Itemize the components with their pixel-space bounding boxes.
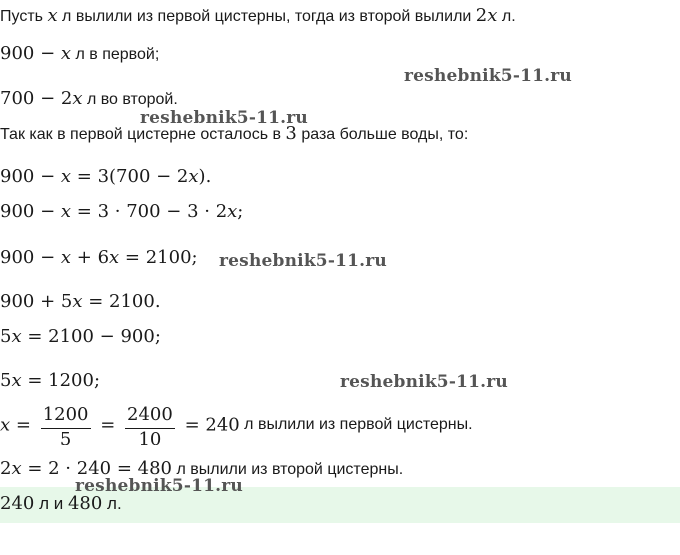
answer-text: 240 л и 480 л. bbox=[0, 493, 122, 514]
intro-line: Пусть x л вылили из первой цистерны, тогда из второй вылили 2x л. bbox=[0, 5, 516, 26]
watermark: reshebnik5-11.ru bbox=[75, 476, 243, 496]
fraction-2400-10: $\frac{2400}{10}$ bbox=[127, 404, 173, 445]
equation-line: 900 − x + 6x = 2100; bbox=[0, 247, 198, 268]
watermark: reshebnik5-11.ru bbox=[404, 66, 572, 86]
second-tank-result: 2x = 2 · 240 = 480 л вылили из второй цистерны. bbox=[0, 458, 404, 479]
second-tank-expression: 700 − 2x л во второй. bbox=[0, 88, 178, 109]
watermark: reshebnik5-11.ru bbox=[219, 251, 387, 271]
equation-line: 900 − x = 3 · 700 − 3 · 2x; bbox=[0, 201, 244, 222]
equation-line: 900 + 5x = 2100. bbox=[0, 291, 161, 312]
watermark: reshebnik5-11.ru bbox=[140, 108, 308, 128]
equation-line: 5x = 2100 − 900; bbox=[0, 326, 161, 347]
first-tank-expression: 900 − x л в первой; bbox=[0, 43, 160, 64]
fraction-1200-5: $\frac{1200}{5}$ bbox=[42, 404, 89, 445]
fraction-line: x = $\frac{1200}{5}$ = $\frac{2400}{10}$ = 240 л вылили из первой цистерны. bbox=[0, 404, 473, 445]
equation-line: 5x = 1200; bbox=[0, 370, 101, 391]
watermark: reshebnik5-11.ru bbox=[340, 372, 508, 392]
equation-line: 900 − x = 3(700 − 2x). bbox=[0, 166, 212, 187]
condition-line: Так как в первой цистерне осталось в 3 раза больше воды, то: bbox=[0, 123, 469, 144]
